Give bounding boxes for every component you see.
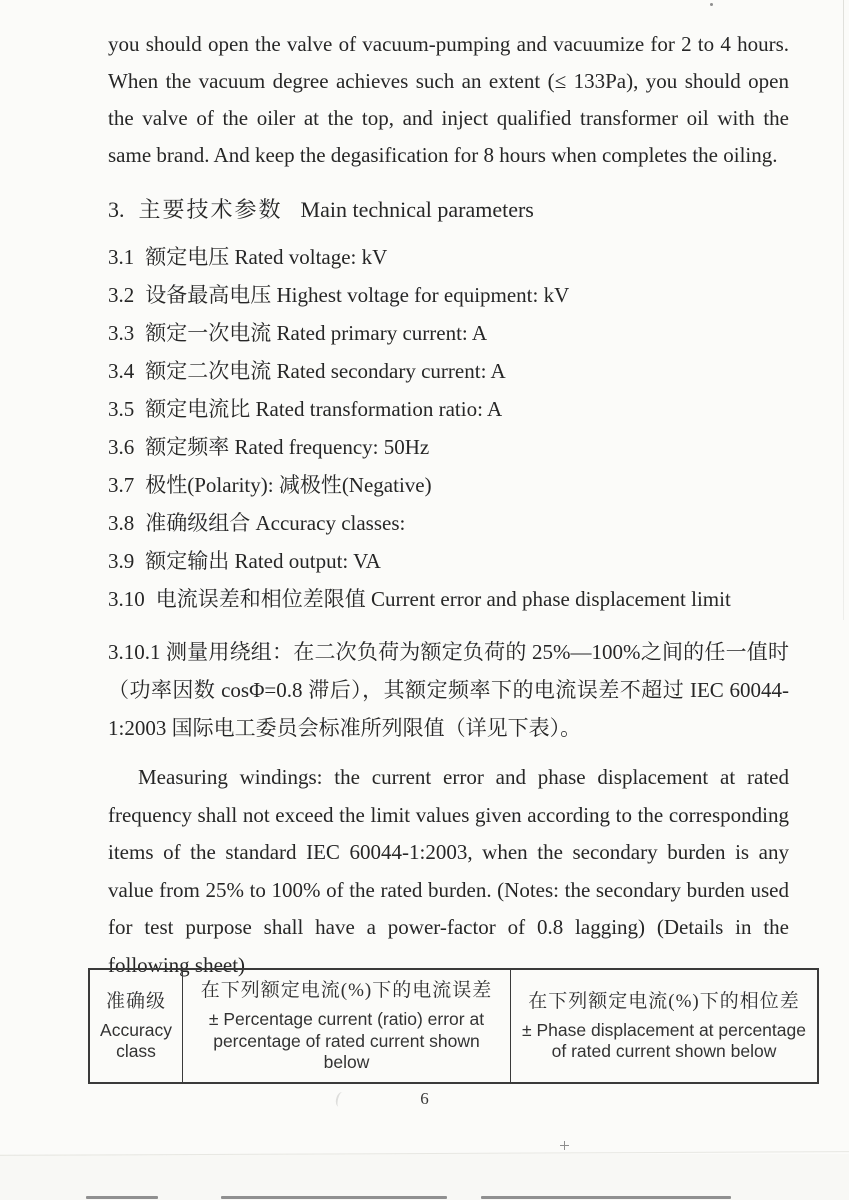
accuracy-class-table [88,968,819,1084]
item-number: 3.6 [108,435,135,459]
section-number: 3. [108,197,125,222]
item-text: 额定频率 Rated frequency: 50Hz [145,435,430,459]
item-text: 额定二次电流 Rated secondary current: A [145,359,506,383]
registration-mark [560,1141,569,1150]
spec-item-3-4 [108,352,789,390]
item-number: 3.5 [108,397,135,421]
scan-edge-line [843,0,844,620]
table-header-row [89,969,818,1083]
item-text: 额定一次电流 Rated primary current: A [145,321,488,345]
section-title-en: Main technical parameters [300,197,534,222]
section-title-zh: 主要技术参数 [138,197,283,222]
table-header-current-error [183,969,511,1083]
spec-item-3-6 [108,428,789,466]
item-number: 3.1 [108,245,135,269]
item-number: 3.2 [108,283,135,307]
header-en-current-error: ± Percentage current (ratio) error at percentage of rated current shown below [208,1009,485,1072]
item-number: 3.8 [108,511,135,535]
item-text: 准确级组合 Accuracy classes: [145,511,406,535]
item-number: 3.10 [108,587,145,611]
table-header-phase-displacement [511,969,819,1083]
scan-speck [710,3,713,6]
item-number: 3.3 [108,321,135,345]
spec-item-3-2 [108,276,789,314]
item-text: 极性(Polarity): 减极性(Negative) [145,473,432,497]
item-text: 额定输出 Rated output: VA [145,549,381,573]
clause-3-10-1-paragraph: 3.10.1 测量用绕组：在二次负荷为额定负荷的 25%—100%之间的任一值时（功率因数 cosΦ=0.8 滞后），其额定频率下的电流误差不超过 IEC 60044-1:2003 国际电工委员会标准所列限值（详见下表）。 [108,640,789,740]
item-text: 设备最高电压 Highest voltage for equipment: kV [145,283,570,307]
item-number: 3.7 [108,473,135,497]
scan-bottom-dash [221,1196,447,1199]
scan-bottom-dash [86,1196,158,1199]
header-zh-current-error: 在下列额定电流(%)下的电流误差 [200,980,493,1001]
item-text: 额定电流比 Rated transformation ratio: A [145,397,503,421]
spec-item-3-3 [108,314,789,352]
spec-item-3-5 [108,390,789,428]
spec-item-3-8 [108,504,789,542]
measuring-windings-paragraph: Measuring windings: the current error and phase displacement at rated frequency shall not exceed the limit values given according to the corresponding items of the standard IEC 60044-1:2003, when the secondary burden is any value from 25% to 100% of the rated burden. (Notes: the secondary burden used for test purpose shall have a power-factor of 0.8 lagging) (Details in the following sheet) [108,765,789,977]
item-number: 3.4 [108,359,135,383]
header-en-phase-displacement: ± Phase displacement at percentage of rated current shown below [522,1019,806,1062]
spec-item-3-1 [108,238,789,276]
item-number: 3.9 [108,549,135,573]
item-text: 额定电压 Rated voltage: kV [145,245,388,269]
header-zh-accuracy-class: 准确级 [105,990,166,1012]
table-header-accuracy-class [89,969,183,1083]
page-number: 6 [420,1089,429,1108]
intro-paragraph: you should open the valve of vacuum-pumping and vacuumize for 2 to 4 hours. When the vacuum degree achieves such an extent (≤ 133Pa), you should open the valve of the oiler at the top, and inject qualified transformer oil with the same brand. And keep the degasification for 8 hours when completes the oiling. [108,32,789,167]
header-zh-phase-displacement: 在下列额定电流(%)下的相位差 [528,990,800,1012]
scan-bottom-shade [0,1154,849,1200]
header-en-accuracy-class: Accuracy class [100,1019,172,1062]
spec-item-3-9 [108,542,789,580]
spec-item-3-7 [108,466,789,504]
section-heading [108,194,789,226]
spec-item-list [108,238,789,618]
scan-bottom-dash [481,1196,731,1199]
spec-item-3-10 [108,580,789,618]
document-body [108,26,789,984]
item-text: 电流误差和相位差限值 Current error and phase displacement limit [155,587,731,611]
